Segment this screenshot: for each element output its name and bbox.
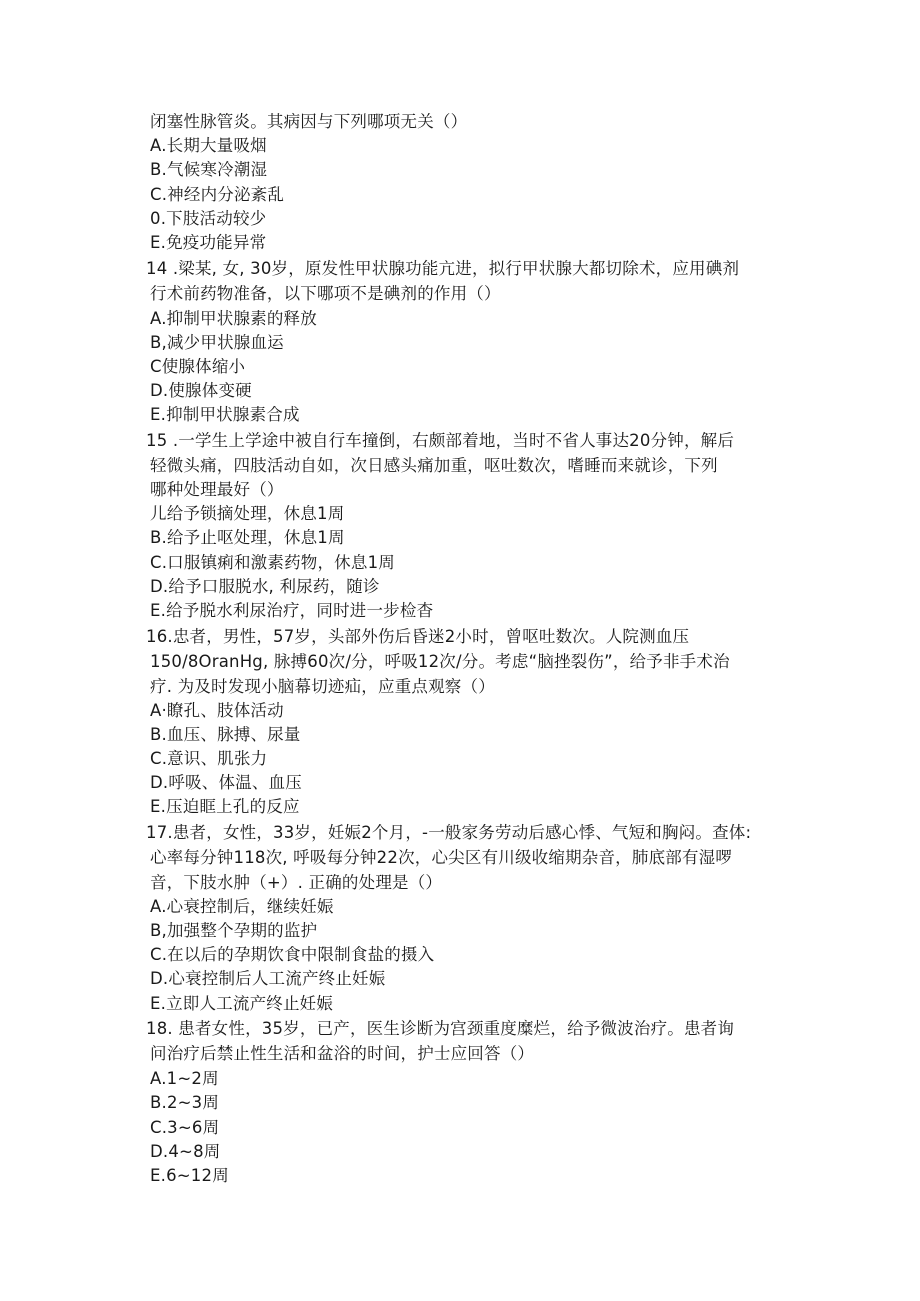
- q13-stem-line: 闭塞性脉管炎。其病因与下列哪项无关（）: [150, 112, 468, 131]
- q15-stem-line: 轻微头痛，四肢活动自如，次日感头痛加重，呕吐数次，嗜睡而来就诊，下列: [150, 456, 718, 475]
- q13-option-a: A.长期大量吸烟: [150, 136, 267, 155]
- q16-option-b: B.血压、脉搏、尿量: [150, 725, 301, 744]
- q15-stem-line: 哪种处理最好（）: [150, 480, 284, 499]
- q16-option-a: A·瞭孔、肢体活动: [150, 701, 284, 720]
- q15-stem-line: 15 .一学生上学途中被自行车撞倒，右颇部着地，当时不省人事达20分钟，解后: [146, 431, 735, 450]
- q15-option-c: C.口服镇痢和激素药物，休息1周: [150, 553, 395, 572]
- q16-option-d: D.呼吸、体温、血压: [150, 773, 302, 792]
- q13-option-e: E.免疫功能异常: [150, 233, 267, 252]
- q15-option-b: B.给予止呕处理，休息1周: [150, 528, 345, 547]
- q18-option-d: D.4~8周: [150, 1142, 221, 1161]
- q14-option-c: C使腺体缩小: [150, 357, 246, 376]
- q13-option-c: C.神经内分泌紊乱: [150, 185, 285, 204]
- q17-stem-line: 17.患者，女性，33岁，妊娠2个月，-一般家务劳动后感心悸、气短和胸闷。查体:: [146, 823, 752, 842]
- q14-option-e: E.抑制甲状腺素合成: [150, 405, 300, 424]
- q16-option-e: E.压迫眶上孔的反应: [150, 797, 300, 816]
- q17-option-d: D.心衰控制后人工流产终止妊娠: [150, 969, 386, 988]
- q18-stem-line: 18. 患者女性，35岁，已产，医生诊断为宫颈重度糜烂，给予微波治疗。患者询: [146, 1019, 735, 1038]
- q17-option-a: A.心衰控制后，继续妊娠: [150, 897, 334, 916]
- q13-option-d: 0.下肢活动较少: [150, 209, 267, 228]
- q15-option-d: D.给予口服脱水, 利尿药，随诊: [150, 577, 380, 596]
- q14-option-a: A.抑制甲状腺素的释放: [150, 309, 317, 328]
- q14-option-d: D.使腺体变硬: [150, 381, 252, 400]
- q18-option-e: E.6~12周: [150, 1166, 229, 1185]
- q15-option-a: 儿给予锁摘处理，休息1周: [150, 504, 345, 523]
- q18-option-a: A.1~2周: [150, 1069, 219, 1088]
- q17-option-c: C.在以后的孕期饮食中限制食盐的摄入: [150, 945, 435, 964]
- q16-stem-line: 16.忠者，男性，57岁，头部外伤后昏迷2小时，曾呕吐数次。人院测血压: [146, 627, 690, 646]
- q16-stem-line: 疗. 为及时发现小脑幕切迹疝，应重点观察（）: [150, 677, 495, 696]
- q17-stem-line: 心率每分钟118次, 呼吸每分钟22次，心尖区有川级收缩期杂音，肺底部有湿啰: [150, 848, 733, 867]
- q17-stem-line: 音，下肢水肿（+）. 正确的处理是（）: [150, 873, 443, 892]
- q15-option-e: E.给予脱水利尿治疗，同时进一步检杳: [150, 601, 434, 620]
- q16-option-c: C.意识、肌张力: [150, 749, 268, 768]
- q14-stem-line: 行术前药物准备，以下哪项不是碘剂的作用（）: [150, 284, 501, 303]
- q16-stem-line: 150/8OranHg, 脉搏60次/分，呼吸12次/分。考虑“脑挫裂伤”，给予非手术治: [150, 652, 730, 671]
- q14-option-b: B,减少甲状腺血运: [150, 333, 284, 352]
- q18-option-b: B.2~3周: [150, 1093, 220, 1112]
- q17-option-e: E.立即人工流产终止妊娠: [150, 994, 334, 1013]
- q13-option-b: B.气候寒冷潮湿: [150, 160, 268, 179]
- q18-option-c: C.3~6周: [150, 1118, 220, 1137]
- q17-option-b: B,加强整个孕期的监护: [150, 921, 318, 940]
- q14-stem-line: 14 .梁某, 女, 30岁，原发性甲状腺功能亢进，拟行甲状腺大都切除术，应用碘剂: [146, 259, 740, 278]
- q18-stem-line: 问治疗后禁止性生活和盆浴的时间，护士应回答（）: [150, 1044, 535, 1063]
